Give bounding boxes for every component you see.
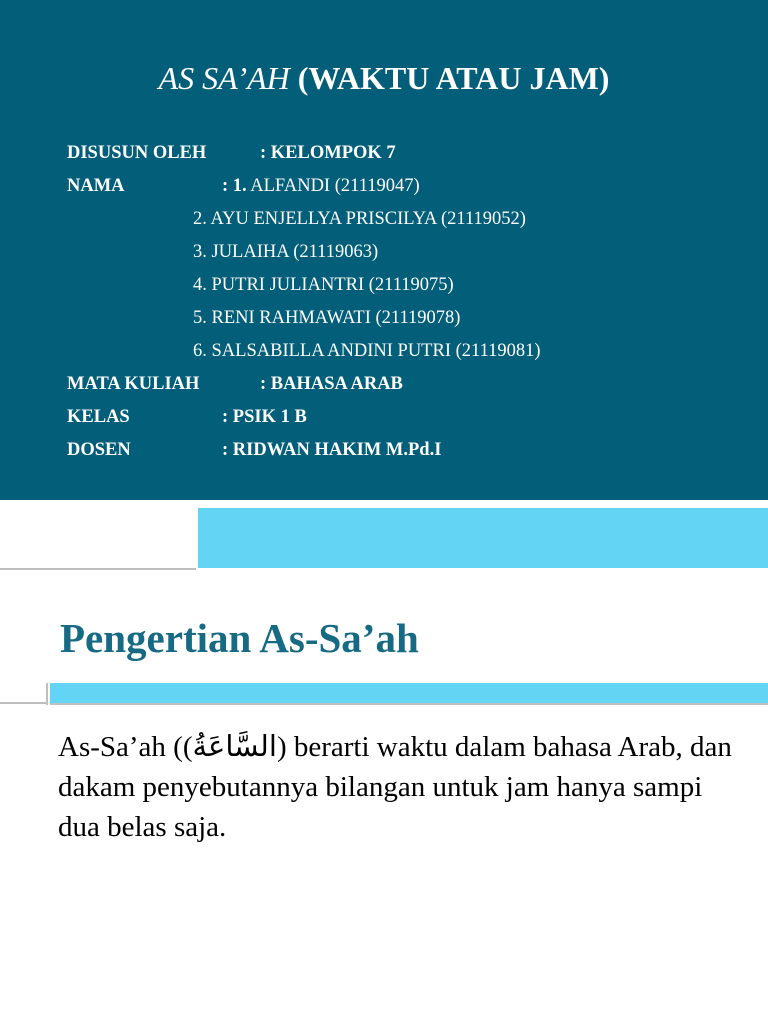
heading-divider-left bbox=[0, 702, 48, 704]
definition-text-end: . bbox=[219, 811, 227, 843]
definition-text-start: As-Sa’ah (( bbox=[58, 731, 193, 763]
member-2: 2. AYU ENJELLYA PRISCILYA (21119052) bbox=[193, 209, 526, 229]
decorative-divider-tick bbox=[196, 508, 198, 570]
arabic-term: السَّاعَةُ bbox=[192, 731, 277, 763]
names-label: NAMA bbox=[67, 176, 125, 196]
slide-title bbox=[0, 58, 768, 98]
decorative-divider-line bbox=[0, 568, 198, 570]
lecturer-label: DOSEN bbox=[67, 440, 131, 460]
member-4: 4. PUTRI JULIANTRI (21119075) bbox=[193, 275, 454, 295]
prepared-by-value: : KELOMPOK 7 bbox=[260, 143, 396, 163]
names-value bbox=[222, 170, 420, 203]
member-3: 3. JULAIHA (21119063) bbox=[193, 242, 379, 262]
definition-paragraph bbox=[58, 727, 748, 847]
heading-divider-right bbox=[50, 703, 768, 705]
slide-title-italic: AS SA’AH bbox=[158, 60, 290, 96]
class-label: KELAS bbox=[67, 407, 130, 427]
names-prefix: : 1. bbox=[222, 176, 247, 196]
course-value: : BAHASA ARAB bbox=[260, 374, 403, 394]
heading-blue-band bbox=[50, 683, 768, 703]
slide-heading: Pengertian As-Sa’ah bbox=[60, 615, 419, 661]
class-value: : PSIK 1 B bbox=[222, 407, 307, 427]
title-slide bbox=[0, 0, 768, 500]
slide-title-rest: (WAKTU ATAU JAM) bbox=[289, 60, 610, 96]
member-1: ALFANDI (21119047) bbox=[246, 176, 420, 196]
course-label: MATA KULIAH bbox=[67, 374, 200, 394]
decorative-blue-band bbox=[198, 508, 768, 568]
member-5: 5. RENI RAHMAWATI (21119078) bbox=[193, 308, 461, 328]
definition-text-rest: ) berarti waktu dalam bahasa Arab, dan dakam penyebutannya bilangan untuk jam hanya sampi dua belas saja bbox=[58, 731, 732, 843]
heading-divider-tick bbox=[46, 683, 48, 705]
member-6: 6. SALSABILLA ANDINI PUTRI (21119081) bbox=[193, 341, 541, 361]
prepared-by-label: DISUSUN OLEH bbox=[67, 143, 207, 163]
decorative-white-block bbox=[0, 508, 188, 570]
lecturer-value: : RIDWAN HAKIM M.Pd.I bbox=[222, 440, 442, 460]
